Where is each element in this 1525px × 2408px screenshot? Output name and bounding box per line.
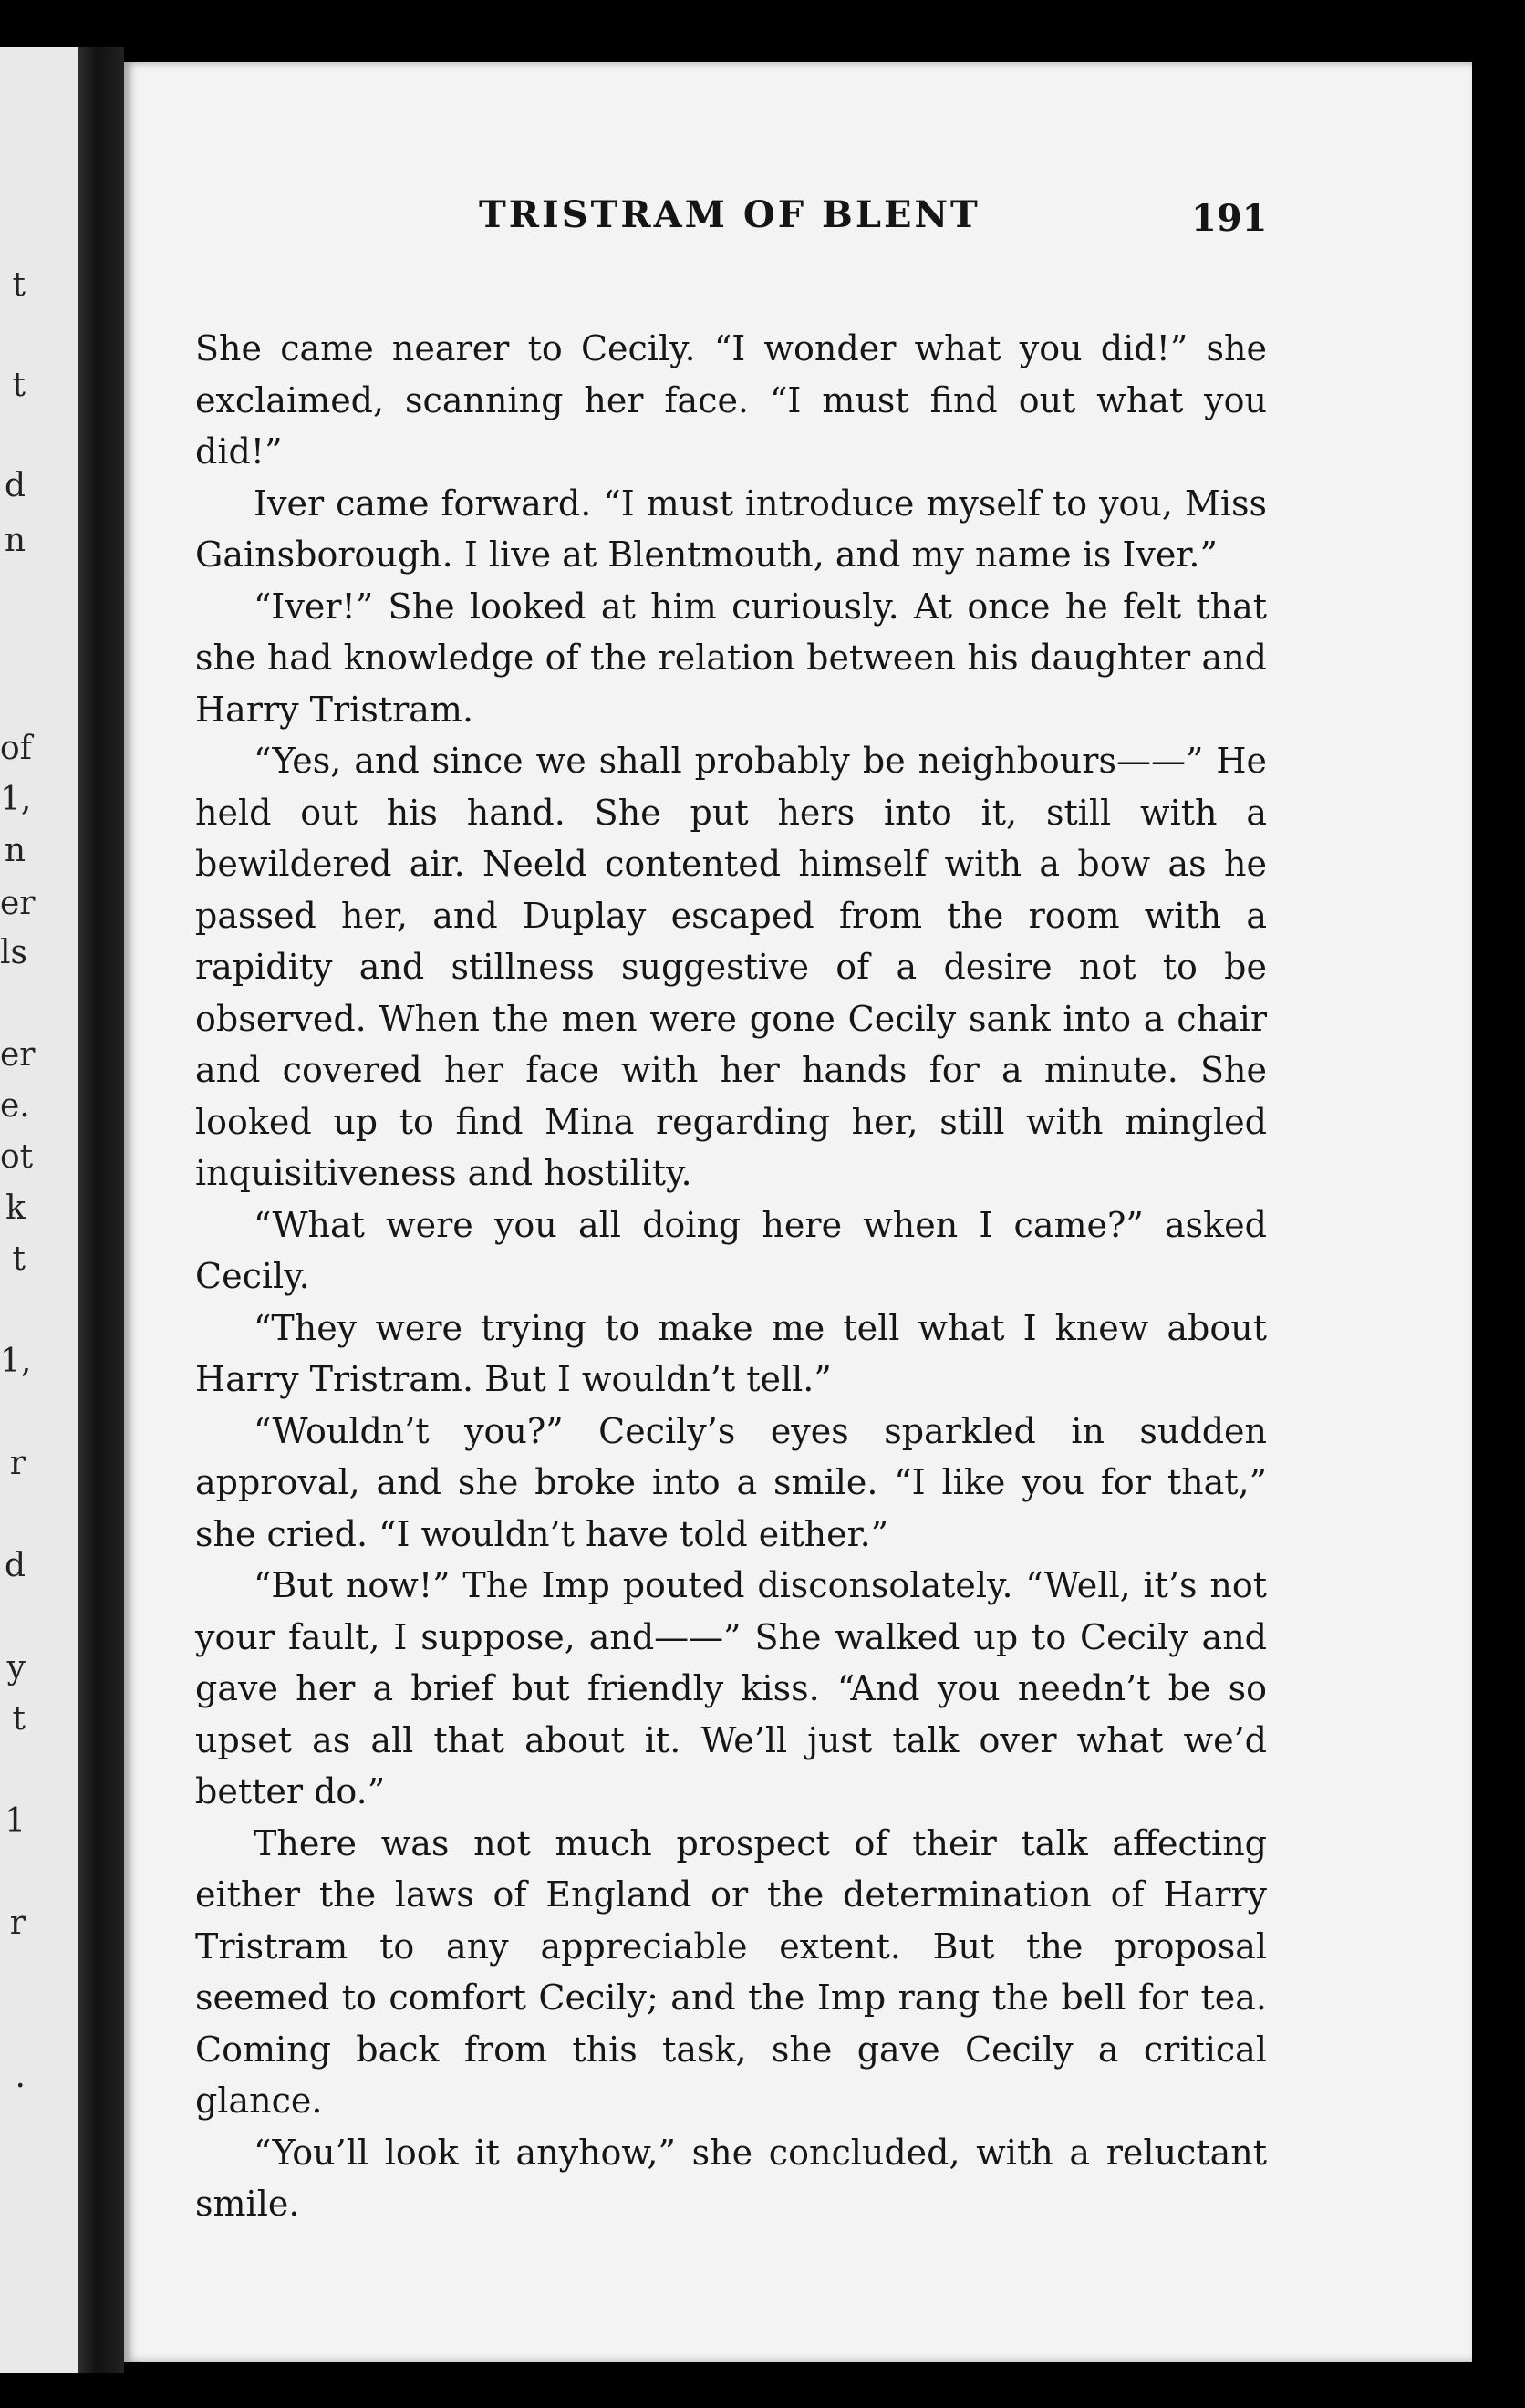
facing-page-fragment: t xyxy=(12,1240,26,1278)
paragraph: “Wouldn’t you?” Cecily’s eyes sparkled in sudden approval, and she broke into a smile. “I like you for that,” she cried. “I wouldn’t have told either.” xyxy=(195,1410,1267,1554)
facing-page-fragment: r xyxy=(9,1905,26,1942)
facing-page-fragment: n xyxy=(4,832,26,869)
facing-page-fragment: t xyxy=(12,367,26,404)
body-text xyxy=(195,323,1267,2230)
running-head xyxy=(124,193,1472,248)
facing-page-fragment: d xyxy=(4,1547,26,1584)
facing-page-fragment: r xyxy=(9,1445,26,1482)
facing-page-text-fragments xyxy=(0,47,78,2373)
facing-page-fragment: k xyxy=(5,1189,26,1227)
facing-page-fragment: ot xyxy=(0,1138,34,1176)
paragraph: “They were trying to make me tell what I knew about Harry Tristram. But I wouldn’t tell.” xyxy=(195,1307,1267,1399)
facing-page-fragment: t xyxy=(12,1700,26,1738)
paragraph: There was not much prospect of their talk affecting either the laws of England or the determination of Harry Tristram to any appreciable extent. But the proposal seemed to comfort Cecily; and the Imp rang the bell for tea. Coming back from this task, she gave Cecily a critical glance. xyxy=(195,1822,1267,2121)
facing-page-fragment: e. xyxy=(0,1087,30,1125)
facing-page-fragment: of xyxy=(0,730,32,767)
facing-page-fragment: ls xyxy=(0,934,27,971)
page-number: 191 xyxy=(1191,197,1268,240)
facing-page-edge xyxy=(0,47,78,2373)
facing-page-fragment: 1 xyxy=(5,1802,26,1840)
facing-page-fragment: n xyxy=(4,522,26,559)
paragraph: “You’ll look it anyhow,” she concluded, with a reluctant smile. xyxy=(195,2132,1267,2224)
facing-page-fragment: er xyxy=(0,885,36,922)
facing-page-fragment: d xyxy=(4,467,26,504)
paragraph: “What were you all doing here when I came?” asked Cecily. xyxy=(195,1204,1267,1296)
facing-page-fragment: y xyxy=(6,1649,26,1687)
paragraph: “Yes, and since we shall probably be neighbours——” He held out his hand. She put hers into it, still with a bewildered air. Neeld contented himself with a bow as he passed her, and Duplay escaped from the room with a rapidity and stillness suggestive of a desire not to be observed. When the men were gone Cecily sank into a chair and covered her face with her hands for a minute. She looked up to find Mina regarding her, still with mingled inquisitiveness and hostility. xyxy=(195,741,1267,1193)
paragraph: Iver came forward. “I must introduce myself to you, Miss Gainsborough. I live at Blentmouth, and my name is Iver.” xyxy=(195,483,1267,575)
facing-page-fragment: 1, xyxy=(0,1343,32,1380)
facing-page-fragment: . xyxy=(15,2058,26,2095)
book-gutter xyxy=(78,47,124,2373)
facing-page-fragment: 1, xyxy=(0,781,32,818)
facing-page-fragment: t xyxy=(12,266,26,304)
running-head-title: TRISTRAM OF BLENT xyxy=(479,193,980,236)
book-page xyxy=(124,62,1472,2362)
paragraph: She came nearer to Cecily. “I wonder what you did!” she exclaimed, scanning her face. “I must find out what you did!” xyxy=(195,328,1267,472)
facing-page-fragment: er xyxy=(0,1036,36,1074)
paragraph: “Iver!” She looked at him curiously. At once he felt that she had knowledge of the relation between his daughter and Harry Tristram. xyxy=(195,586,1267,730)
paragraph: “But now!” The Imp pouted disconsolately. “Well, it’s not your fault, I suppose, and——” She walked up to Cecily and gave her a brief but friendly kiss. “And you needn’t be so upset as all that about it. We’ll just talk over what we’d better do.” xyxy=(195,1565,1267,1811)
